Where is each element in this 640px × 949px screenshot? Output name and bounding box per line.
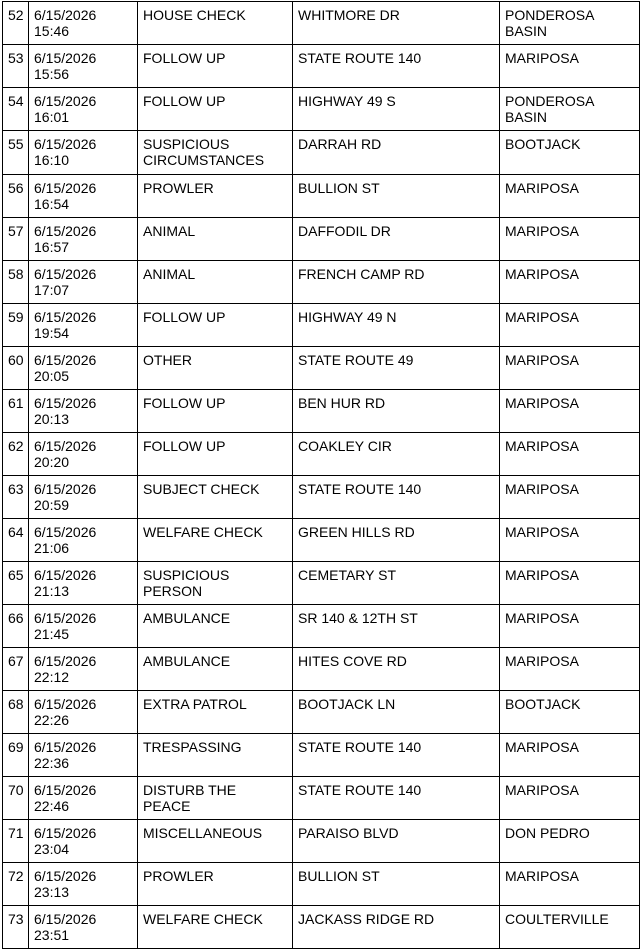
row-call-type: ANIMAL [138, 218, 293, 261]
table-row [3, 175, 640, 218]
row-number: 65 [3, 562, 29, 605]
row-datetime: 6/15/2026 19:54 [29, 304, 138, 347]
table-row [3, 648, 640, 691]
row-number: 59 [3, 304, 29, 347]
row-location: HITES COVE RD [293, 648, 500, 691]
row-city: MARIPOSA [500, 261, 640, 304]
row-location: BEN HUR RD [293, 390, 500, 433]
row-number: 58 [3, 261, 29, 304]
table-row [3, 906, 640, 949]
row-datetime: 6/15/2026 15:46 [29, 2, 138, 45]
row-call-type: OTHER [138, 347, 293, 390]
row-city: PONDEROSA BASIN [500, 88, 640, 131]
row-call-type: WELFARE CHECK [138, 519, 293, 562]
row-call-type: MISCELLANEOUS [138, 820, 293, 863]
table-row [3, 562, 640, 605]
row-number: 68 [3, 691, 29, 734]
row-call-type: FOLLOW UP [138, 390, 293, 433]
row-datetime: 6/15/2026 17:07 [29, 261, 138, 304]
row-location: STATE ROUTE 140 [293, 734, 500, 777]
row-datetime: 6/15/2026 22:46 [29, 777, 138, 820]
row-number: 52 [3, 2, 29, 45]
row-call-type: WELFARE CHECK [138, 906, 293, 949]
row-call-type: TRESPASSING [138, 734, 293, 777]
row-location: BULLION ST [293, 863, 500, 906]
row-city: BOOTJACK [500, 131, 640, 175]
row-number: 73 [3, 906, 29, 949]
table-row [3, 88, 640, 131]
row-location: BOOTJACK LN [293, 691, 500, 734]
row-city: DON PEDRO [500, 820, 640, 863]
row-datetime: 6/15/2026 16:01 [29, 88, 138, 131]
row-number: 60 [3, 347, 29, 390]
row-city: MARIPOSA [500, 347, 640, 390]
row-datetime: 6/15/2026 16:57 [29, 218, 138, 261]
row-location: HIGHWAY 49 N [293, 304, 500, 347]
row-number: 55 [3, 131, 29, 175]
row-number: 70 [3, 777, 29, 820]
table-row [3, 605, 640, 648]
row-datetime: 6/15/2026 23:51 [29, 906, 138, 949]
row-number: 54 [3, 88, 29, 131]
table-row [3, 820, 640, 863]
row-city: MARIPOSA [500, 45, 640, 88]
row-city: MARIPOSA [500, 433, 640, 476]
table-row [3, 347, 640, 390]
row-number: 71 [3, 820, 29, 863]
row-datetime: 6/15/2026 23:04 [29, 820, 138, 863]
row-call-type: SUSPICIOUS PERSON [138, 562, 293, 605]
table-row [3, 476, 640, 519]
table-row [3, 304, 640, 347]
row-city: MARIPOSA [500, 175, 640, 218]
table-row [3, 691, 640, 734]
row-number: 61 [3, 390, 29, 433]
row-city: COULTERVILLE [500, 906, 640, 949]
row-number: 67 [3, 648, 29, 691]
row-city: MARIPOSA [500, 605, 640, 648]
row-call-type: EXTRA PATROL [138, 691, 293, 734]
row-call-type: AMBULANCE [138, 605, 293, 648]
row-call-type: FOLLOW UP [138, 433, 293, 476]
row-datetime: 6/15/2026 20:05 [29, 347, 138, 390]
row-call-type: PROWLER [138, 175, 293, 218]
row-location: STATE ROUTE 140 [293, 476, 500, 519]
call-log-body [3, 2, 640, 949]
row-city: MARIPOSA [500, 863, 640, 906]
row-number: 56 [3, 175, 29, 218]
row-city: MARIPOSA [500, 390, 640, 433]
row-location: GREEN HILLS RD [293, 519, 500, 562]
row-city: PONDEROSA BASIN [500, 2, 640, 45]
row-call-type: ANIMAL [138, 261, 293, 304]
row-call-type: DISTURB THE PEACE [138, 777, 293, 820]
row-location: SR 140 & 12TH ST [293, 605, 500, 648]
table-row [3, 777, 640, 820]
row-number: 69 [3, 734, 29, 777]
row-datetime: 6/15/2026 16:10 [29, 131, 138, 175]
table-row [3, 863, 640, 906]
row-city: MARIPOSA [500, 648, 640, 691]
row-number: 63 [3, 476, 29, 519]
row-number: 62 [3, 433, 29, 476]
row-city: MARIPOSA [500, 519, 640, 562]
row-datetime: 6/15/2026 21:06 [29, 519, 138, 562]
row-location: FRENCH CAMP RD [293, 261, 500, 304]
row-datetime: 6/15/2026 22:36 [29, 734, 138, 777]
row-location: CEMETARY ST [293, 562, 500, 605]
row-number: 72 [3, 863, 29, 906]
row-datetime: 6/15/2026 20:59 [29, 476, 138, 519]
table-row [3, 519, 640, 562]
row-datetime: 6/15/2026 21:45 [29, 605, 138, 648]
row-location: DARRAH RD [293, 131, 500, 175]
row-datetime: 6/15/2026 20:13 [29, 390, 138, 433]
row-call-type: FOLLOW UP [138, 88, 293, 131]
table-row [3, 131, 640, 175]
table-row [3, 45, 640, 88]
table-row [3, 218, 640, 261]
table-row [3, 433, 640, 476]
row-datetime: 6/15/2026 21:13 [29, 562, 138, 605]
row-location: WHITMORE DR [293, 2, 500, 45]
row-number: 64 [3, 519, 29, 562]
row-datetime: 6/15/2026 23:13 [29, 863, 138, 906]
row-datetime: 6/15/2026 16:54 [29, 175, 138, 218]
row-datetime: 6/15/2026 22:26 [29, 691, 138, 734]
row-location: COAKLEY CIR [293, 433, 500, 476]
row-number: 53 [3, 45, 29, 88]
row-datetime: 6/15/2026 22:12 [29, 648, 138, 691]
row-city: MARIPOSA [500, 476, 640, 519]
row-location: STATE ROUTE 140 [293, 777, 500, 820]
table-row [3, 734, 640, 777]
row-city: MARIPOSA [500, 304, 640, 347]
row-city: MARIPOSA [500, 218, 640, 261]
table-row [3, 390, 640, 433]
row-city: MARIPOSA [500, 777, 640, 820]
table-row [3, 261, 640, 304]
row-datetime: 6/15/2026 20:20 [29, 433, 138, 476]
row-call-type: AMBULANCE [138, 648, 293, 691]
row-number: 66 [3, 605, 29, 648]
row-location: DAFFODIL DR [293, 218, 500, 261]
row-location: JACKASS RIDGE RD [293, 906, 500, 949]
row-call-type: SUSPICIOUS CIRCUMSTANCES [138, 131, 293, 175]
row-location: BULLION ST [293, 175, 500, 218]
row-number: 57 [3, 218, 29, 261]
row-call-type: HOUSE CHECK [138, 2, 293, 45]
row-call-type: FOLLOW UP [138, 45, 293, 88]
row-call-type: PROWLER [138, 863, 293, 906]
row-location: PARAISO BLVD [293, 820, 500, 863]
row-location: HIGHWAY 49 S [293, 88, 500, 131]
row-city: MARIPOSA [500, 734, 640, 777]
call-log-table [2, 1, 640, 949]
row-call-type: FOLLOW UP [138, 304, 293, 347]
row-city: BOOTJACK [500, 691, 640, 734]
row-city: MARIPOSA [500, 562, 640, 605]
row-location: STATE ROUTE 140 [293, 45, 500, 88]
row-datetime: 6/15/2026 15:56 [29, 45, 138, 88]
table-row [3, 2, 640, 45]
row-call-type: SUBJECT CHECK [138, 476, 293, 519]
row-location: STATE ROUTE 49 [293, 347, 500, 390]
